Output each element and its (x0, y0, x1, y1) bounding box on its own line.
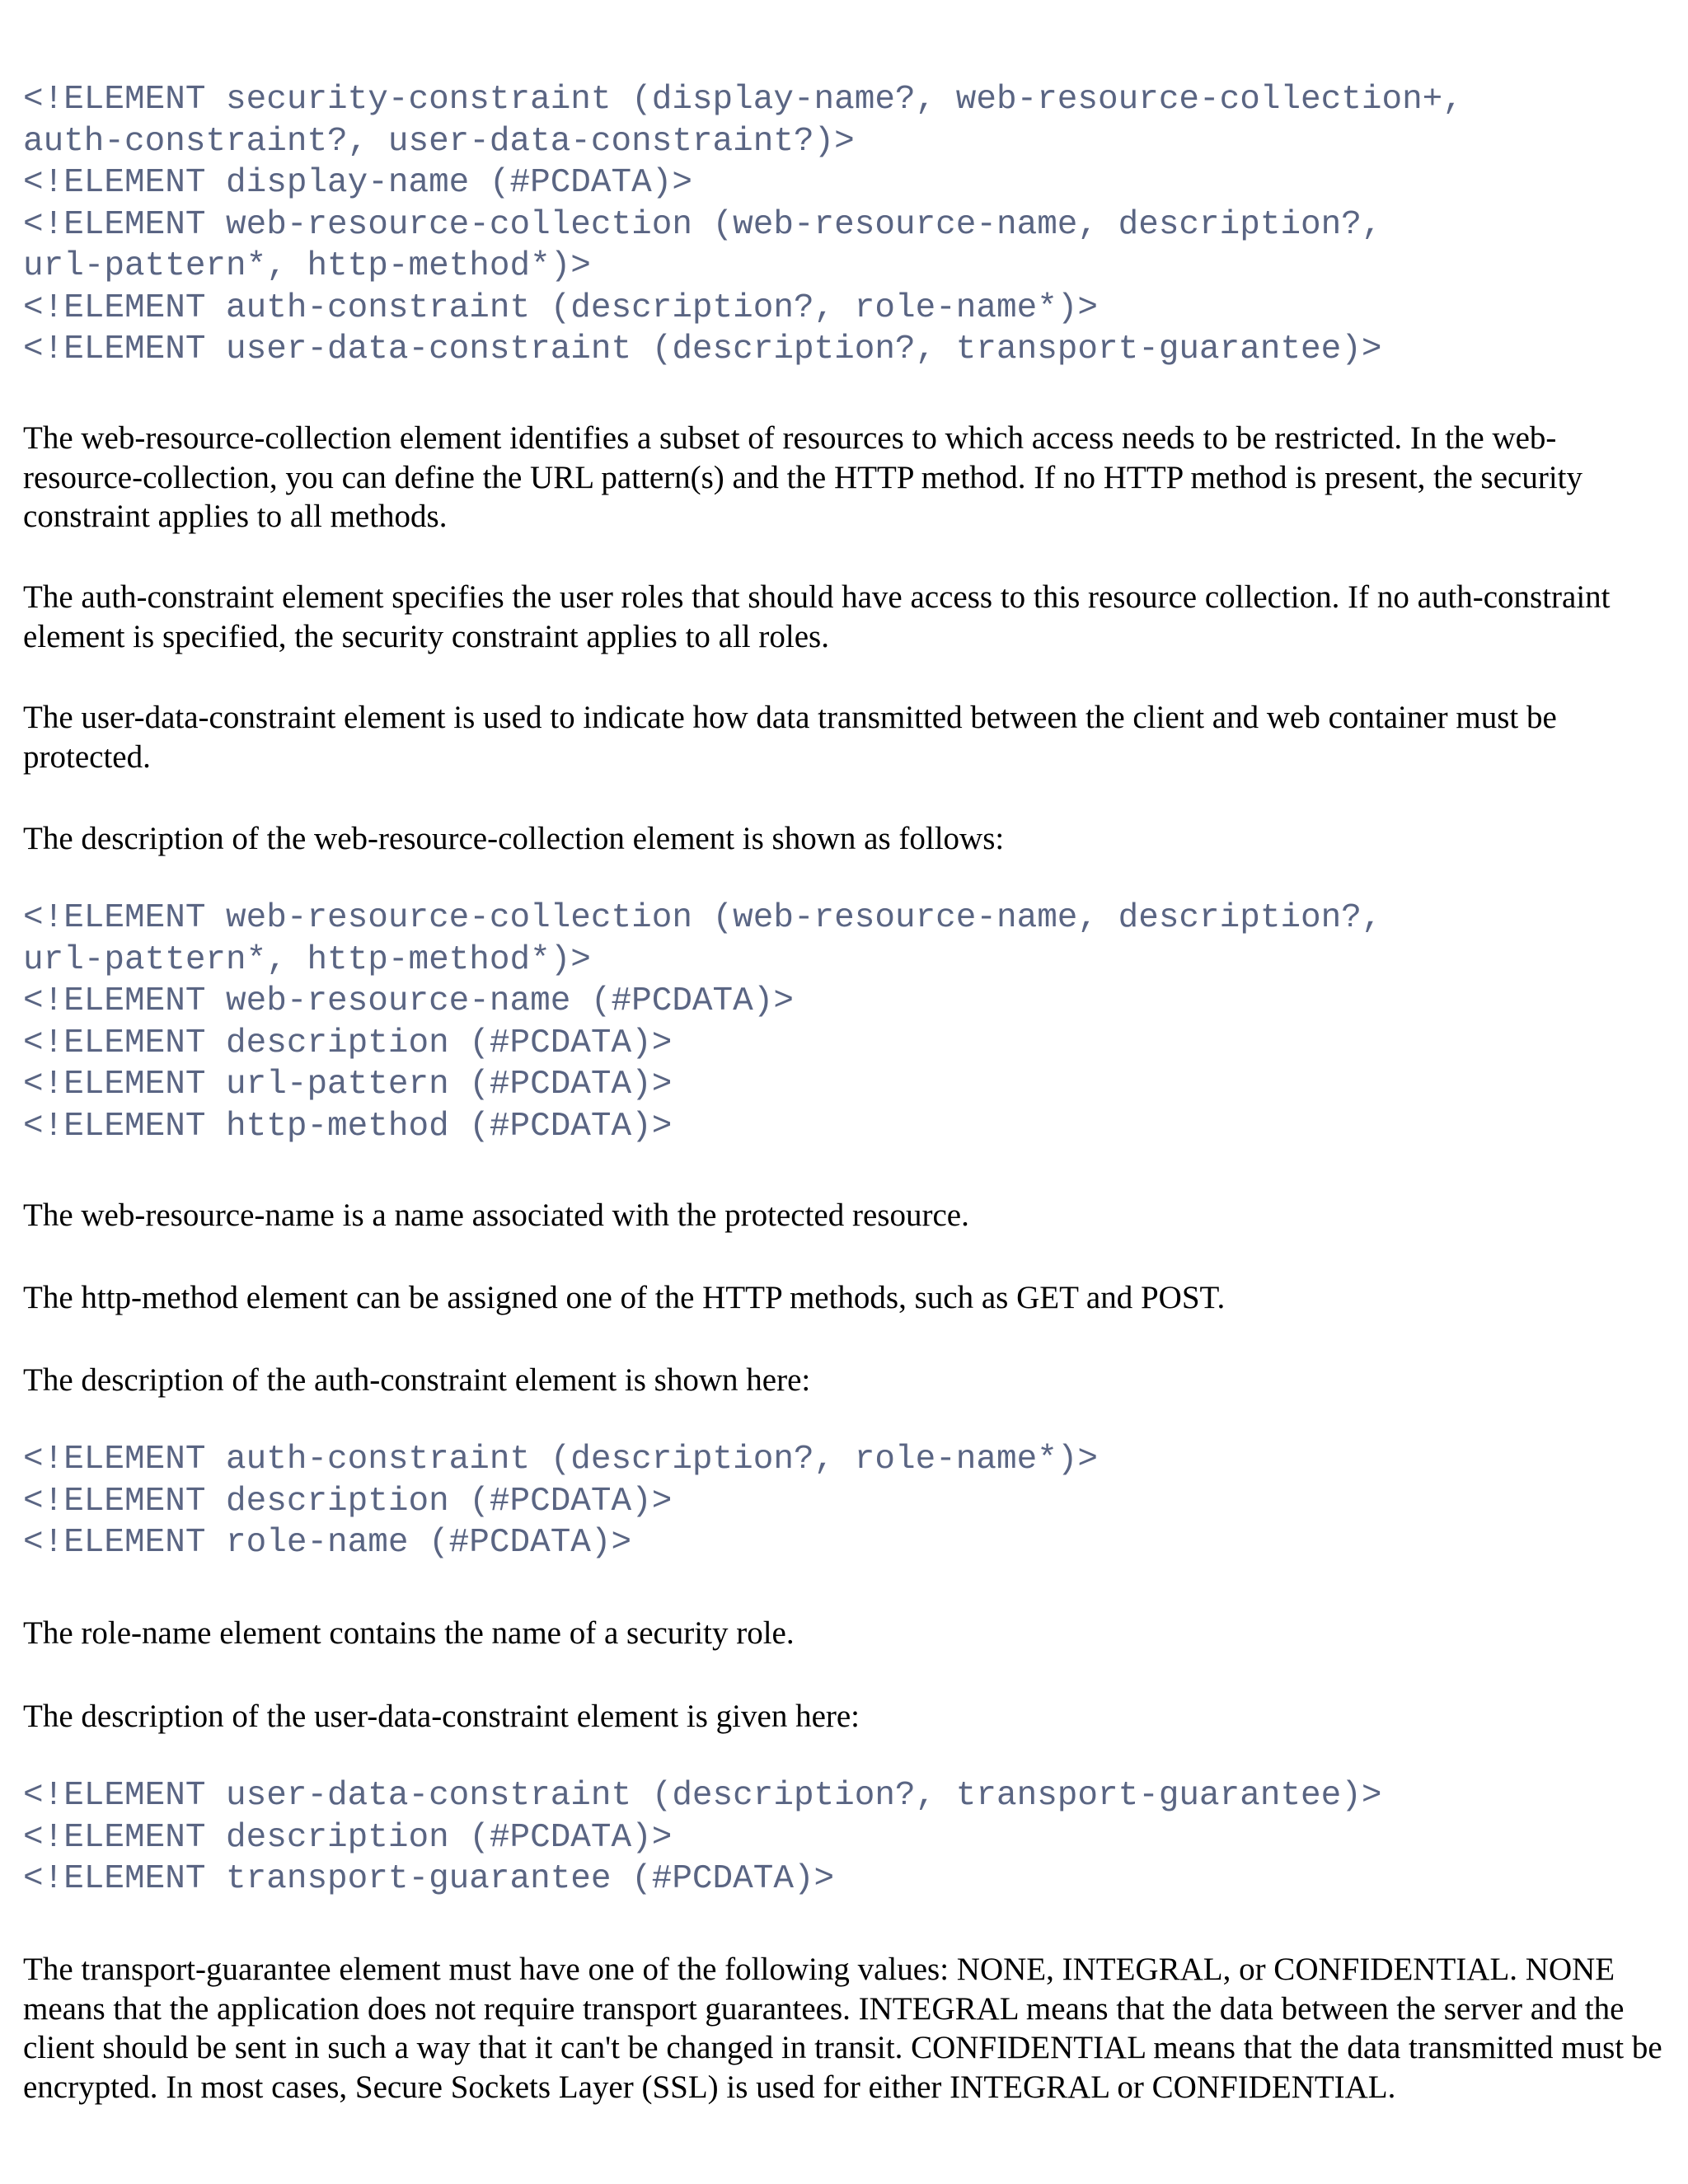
code-line: <!ELEMENT description (#PCDATA)> (23, 1024, 673, 1062)
code-block-security-constraint (23, 79, 1463, 371)
code-line: url-pattern*, http-method*)> (23, 940, 591, 979)
code-block-auth-constraint (23, 1439, 1098, 1564)
code-line: <!ELEMENT user-data-constraint (description?, transport-guarantee)> (23, 1777, 1382, 1815)
code-line: auth-constraint?, user-data-constraint?)> (23, 122, 855, 161)
paragraph-transport-guarantee: The transport-guarantee element must have one of the following values: NONE, INTEGRAL, or CONFIDENTIAL. NONE means that the application does not require transport guarantees. INTEGRAL means that the data between the server and the client should be sent in such a way that it can't be changed in transit. CONFIDENTIAL means that the data transmitted must be encrypted. In most cases, Secure Sockets Layer (SSL) is used for either INTEGRAL or CONFIDENTIAL. (23, 1952, 1662, 2105)
paragraph-auth-constraint: The auth-constraint element specifies the user roles that should have access to this resource collection. If no auth-constraint element is specified, the security constraint applies to all roles. (23, 579, 1611, 654)
code-line: url-pattern*, http-method*)> (23, 247, 591, 285)
paragraph-user-data-constraint: The user-data-constraint element is used to indicate how data transmitted between the client and web container must be protected. (23, 700, 1557, 775)
code-line: <!ELEMENT web-resource-collection (web-resource-name, description?, (23, 899, 1382, 937)
paragraph-role-name: The role-name element contains the name of a security role. (23, 1615, 795, 1651)
code-line: <!ELEMENT display-name (#PCDATA)> (23, 164, 692, 202)
code-line: <!ELEMENT role-name (#PCDATA)> (23, 1524, 632, 1562)
code-line: <!ELEMENT security-constraint (display-name?, web-resource-collection+, (23, 81, 1463, 119)
code-line: <!ELEMENT transport-guarantee (#PCDATA)> (23, 1860, 835, 1898)
paragraph-web-resource-name: The web-resource-name is a name associated with the protected resource. (23, 1197, 969, 1233)
paragraph-wrc-intro: The description of the web-resource-collection element is shown as follows: (23, 821, 1005, 856)
code-line: <!ELEMENT http-method (#PCDATA)> (23, 1107, 673, 1146)
code-line: <!ELEMENT url-pattern (#PCDATA)> (23, 1066, 673, 1104)
code-block-user-data-constraint (23, 1775, 1381, 1900)
paragraph-http-method: The http-method element can be assigned one of the HTTP methods, such as GET and POST. (23, 1280, 1226, 1315)
code-line: <!ELEMENT user-data-constraint (description?, transport-guarantee)> (23, 330, 1382, 368)
paragraph-auth-intro: The description of the auth-constraint element is shown here: (23, 1362, 811, 1398)
code-line: <!ELEMENT web-resource-collection (web-resource-name, description?, (23, 205, 1382, 244)
paragraph-udc-intro: The description of the user-data-constraint element is given here: (23, 1699, 860, 1734)
code-line: <!ELEMENT description (#PCDATA)> (23, 1818, 673, 1857)
paragraph-web-resource-collection: The web-resource-collection element identifies a subset of resources to which access needs to be restricted. In the web-resource-collection, you can define the URL pattern(s) and the HTTP method. If no HTTP method is present, the security constraint applies to all methods. (23, 420, 1583, 534)
code-line: <!ELEMENT auth-constraint (description?, role-name*)> (23, 288, 1099, 327)
code-line: <!ELEMENT auth-constraint (description?, role-name*)> (23, 1441, 1099, 1479)
code-line: <!ELEMENT description (#PCDATA)> (23, 1482, 673, 1521)
code-line: <!ELEMENT web-resource-name (#PCDATA)> (23, 982, 794, 1020)
code-block-web-resource-collection (23, 898, 1381, 1147)
